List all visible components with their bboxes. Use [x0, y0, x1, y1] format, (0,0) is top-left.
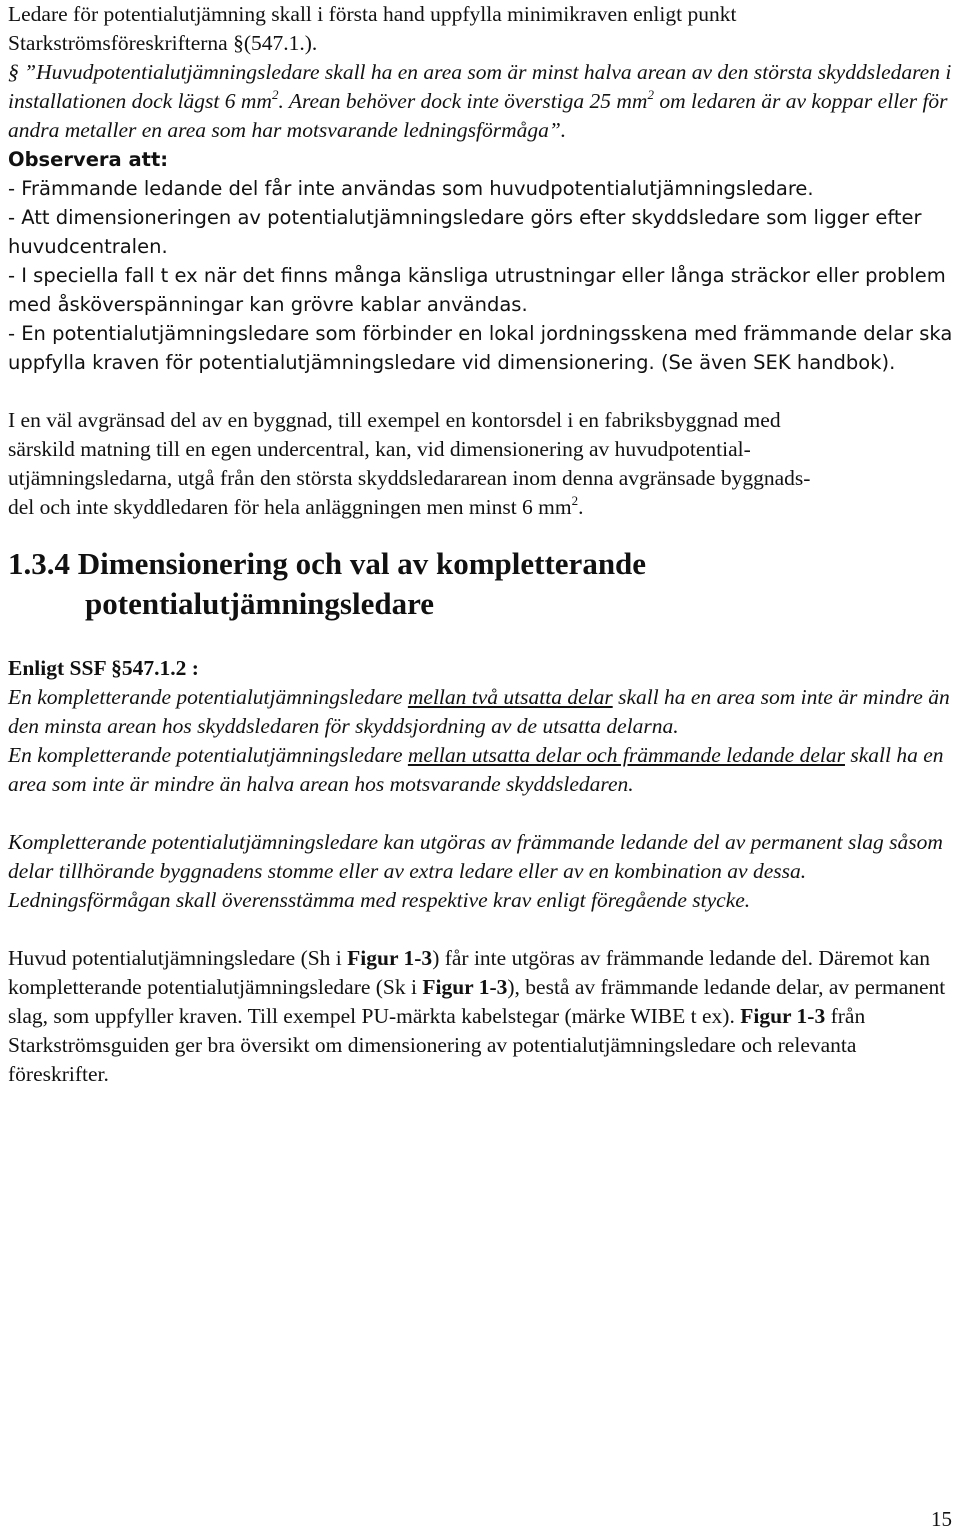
- section-title-line-1: 1.3.4 Dimensionering och val av kompletterande: [8, 546, 647, 581]
- ssf-text: skall ha en area som inte är mindre än den minsta arean hos skyddsledaren för skyddsjordning av de utsatta delarna.: [8, 685, 950, 738]
- ssf-paragraph-2: [8, 741, 953, 799]
- ssf-text: En kompletterande potentialutjämningsledare: [8, 685, 408, 709]
- observera-item: - Att dimensioneringen av potentialutjämningsledare görs efter skyddsledare som ligger efter huvudcentralen.: [8, 206, 922, 258]
- spacer: [8, 624, 953, 654]
- superscript: 2: [571, 493, 579, 508]
- document-page: [8, 0, 953, 1089]
- ssf-text: En kompletterande potentialutjämningsledare: [8, 743, 408, 767]
- ssf-block: [8, 654, 953, 799]
- section-title-line-2: potentialutjämningsledare: [85, 586, 435, 621]
- superscript: 2: [271, 87, 279, 102]
- ssf-underlined-text: mellan två utsatta delar: [407, 685, 613, 709]
- observera-item: - Främmande ledande del får inte användas som huvudpotentialutjämningsledare.: [8, 177, 814, 200]
- paragraph-huvud: [8, 944, 953, 1089]
- observera-block: [8, 145, 953, 377]
- quote-part-c: om ledaren är av koppar eller för andra metaller en area som har motsvarande ledningsförmåga”.: [8, 89, 948, 142]
- intro-block: [8, 0, 953, 145]
- observera-heading: Observera att:: [8, 148, 169, 171]
- paragraph-subarea: [8, 406, 953, 522]
- paragraph-line: utjämningsledarna, utgå från den största skyddsledararean inom denna avgränsade byggnads-: [8, 466, 811, 490]
- figure-reference: Figur 1-3: [740, 1004, 826, 1028]
- quote-part-b: . Arean behöver dock inte överstiga 25 mm: [278, 89, 648, 113]
- paragraph-line: särskild matning till en egen undercentral, kan, vid dimensionering av huvudpotential-: [8, 437, 751, 461]
- paragraph-text: ), bestå av främmande ledande delar, av permanent slag, som uppfyller kraven. Till exempel PU-märkta kabelstegar (märke WIBE t ex).: [8, 975, 946, 1028]
- spacer: [8, 522, 953, 544]
- observera-item: - I speciella fall t ex när det finns många känsliga utrustningar eller långa sträckor eller problem med åsköverspänningar kan grövre kablar användas.: [8, 264, 946, 316]
- paragraph-kompletterande: Kompletterande potentialutjämningsledare kan utgöras av främmande ledande del av permanent slag såsom delar tillhörande byggnadens stomme eller av extra ledare eller av en kombination av dessa. Ledningsförmågan skall överensstämma med respektive krav enligt föregående stycke.: [8, 830, 943, 912]
- paragraph-line-text: del och inte skyddledaren för hela anläggningen men minst 6 mm: [8, 495, 572, 519]
- paragraph-text: Huvud potentialutjämningsledare (Sh i: [8, 946, 348, 970]
- intro-line-2: Starkströmsföreskrifterna §(547.1.).: [8, 31, 318, 55]
- period: .: [578, 495, 584, 519]
- paragraph-text: från Starkströmsguiden ger bra översikt om dimensionering av potentialutjämningsledare och relevanta föreskrifter.: [8, 1004, 866, 1086]
- ssf-underlined-text: mellan utsatta delar och främmande ledande delar: [407, 743, 845, 767]
- paragraph-text: ) får inte utgöras av främmande ledande del. Däremot kan kompletterande potentialutjämningsledare (Sk i: [8, 946, 931, 999]
- spacer: [8, 915, 953, 944]
- spacer: [8, 799, 953, 828]
- regulation-quote: [8, 58, 953, 145]
- paragraph-line: [8, 493, 953, 522]
- ssf-paragraph-1: [8, 683, 953, 741]
- ssf-heading: Enligt SSF §547.1.2 :: [8, 656, 199, 680]
- ssf-text: skall ha en area som inte är mindre än halva arean hos motsvarande skyddsledaren.: [8, 743, 944, 796]
- figure-reference: Figur 1-3: [422, 975, 508, 999]
- observera-item: - En potentialutjämningsledare som förbinder en lokal jordningsskena med främmande delar ska uppfylla kraven för potentialutjämningsledare vid dimensionering. (Se även SEK handbok).: [8, 322, 953, 374]
- paragraph-line: I en väl avgränsad del av en byggnad, till exempel en kontorsdel i en fabriksbyggnad med: [8, 408, 781, 432]
- superscript: 2: [647, 87, 654, 102]
- section-heading: [8, 544, 953, 624]
- page-number: 15: [931, 1507, 952, 1531]
- quote-part-a: § ”Huvudpotentialutjämningsledare skall ha en area som är minst halva arean av den största skyddsledaren i installationen dock lägst 6 mm: [8, 60, 952, 113]
- spacer: [8, 377, 953, 406]
- intro-line-1: Ledare för potentialutjämning skall i första hand uppfylla minimikraven enligt punkt: [8, 2, 737, 26]
- figure-reference: Figur 1-3: [347, 946, 433, 970]
